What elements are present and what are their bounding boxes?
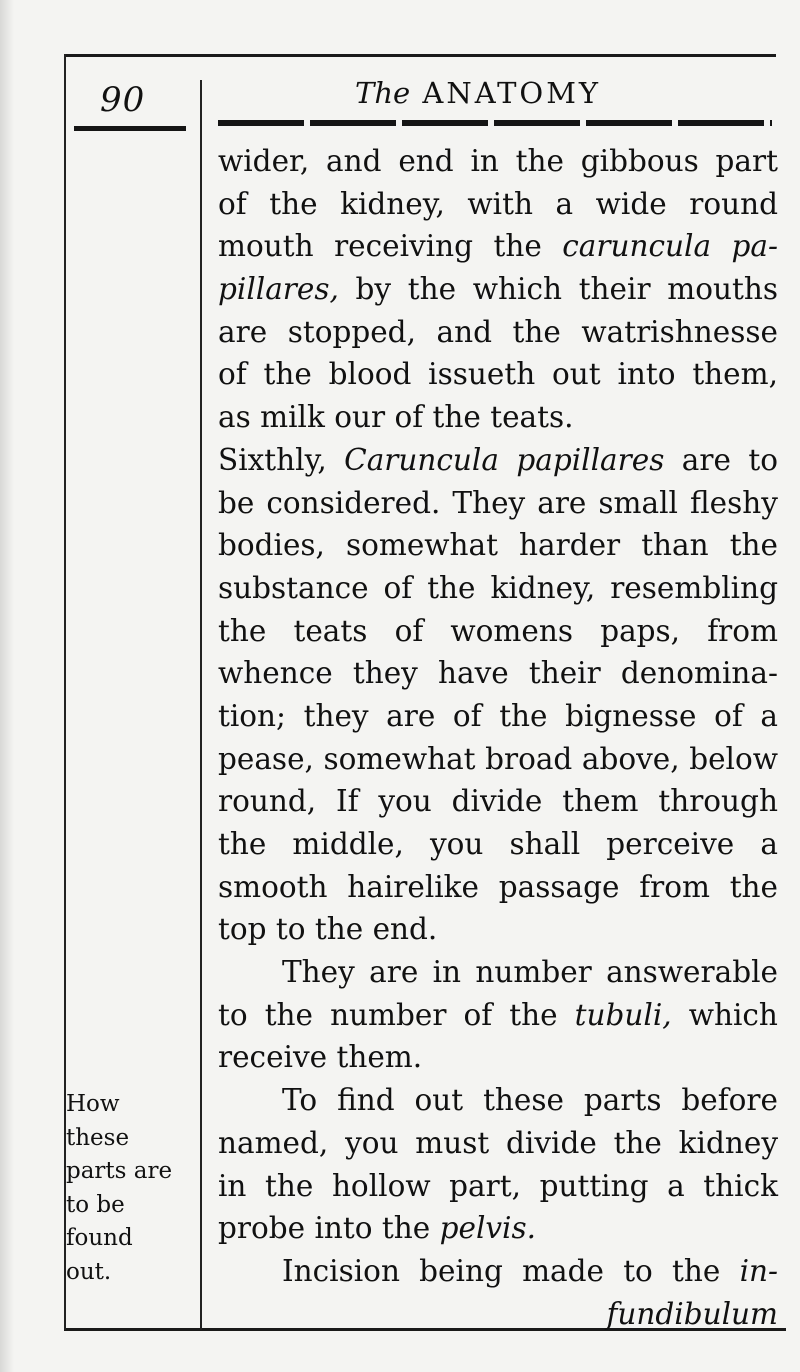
word: into [314, 1211, 382, 1246]
word: Caruncula [344, 442, 499, 477]
word: the [512, 314, 561, 349]
word: answerable [606, 955, 778, 990]
word: paps, [600, 613, 681, 648]
word: end. [372, 912, 438, 947]
word: receive [218, 1040, 337, 1075]
word: receiving [334, 229, 474, 264]
word: the [672, 1253, 721, 1288]
text-line [218, 994, 778, 1037]
word: than [641, 528, 709, 563]
word: wider, [218, 144, 310, 178]
word: wide [595, 186, 667, 221]
word: a [667, 1168, 685, 1203]
word: perceive [606, 827, 735, 861]
marginal-note-line: out. [66, 1258, 112, 1285]
word: in [432, 955, 462, 990]
word: the [218, 613, 267, 648]
word: somewhat [345, 528, 498, 563]
word: a [555, 186, 574, 221]
word: the [407, 272, 457, 307]
word: are [386, 698, 436, 733]
word: by [355, 272, 392, 307]
text-line [218, 1122, 778, 1165]
running-head-caps: ANATOMY [422, 76, 602, 110]
marginal-note-line: parts are [66, 1158, 173, 1184]
word: the [265, 1168, 314, 1203]
word: To [282, 1083, 318, 1118]
word: gibbous [580, 144, 699, 178]
text-line [218, 311, 778, 354]
word: as [218, 400, 261, 435]
word: them [562, 784, 639, 819]
word: are [218, 314, 268, 349]
word: round [689, 186, 778, 221]
running-head-italic: The [355, 76, 411, 110]
word: the [515, 144, 564, 178]
word: and [436, 314, 492, 349]
word: shall [509, 827, 581, 861]
word: hollow [331, 1168, 431, 1203]
word: and [326, 144, 382, 178]
word: end [398, 144, 454, 178]
word: of [394, 613, 424, 648]
word: the [218, 827, 267, 861]
text-line [218, 225, 778, 268]
word: tubuli, [574, 997, 672, 1032]
text-line [218, 567, 778, 610]
word: you [378, 784, 432, 819]
word: them, [692, 357, 778, 392]
word: through [658, 784, 778, 819]
word: blood [328, 357, 412, 392]
word: their [528, 656, 601, 691]
word: them. [336, 1040, 423, 1075]
text-line [218, 1036, 778, 1079]
word: a [760, 827, 778, 861]
word: kidney [678, 1125, 778, 1160]
word: of [394, 400, 433, 435]
text-line [218, 1165, 778, 1208]
word: number [475, 955, 592, 990]
word: papillares [516, 442, 665, 477]
text-line [218, 439, 778, 482]
word: stopped, [287, 314, 416, 349]
word: considered. [266, 485, 441, 520]
word: are [369, 955, 419, 990]
word: which [472, 272, 563, 307]
word: in [470, 144, 499, 178]
word: the [432, 400, 491, 435]
word: denomina- [620, 656, 778, 691]
word: are [537, 485, 587, 520]
word: teats [293, 613, 368, 648]
page-edge-shadow [0, 0, 14, 1372]
word: be [218, 485, 255, 520]
marginal-note-line: to be [66, 1191, 125, 1218]
word: tion; [218, 698, 286, 733]
text-line [218, 396, 778, 439]
word: out [414, 1083, 464, 1118]
text-line [218, 482, 778, 525]
word: Incision [282, 1253, 400, 1288]
word: pease, [218, 741, 314, 776]
word: somewhat [323, 741, 476, 776]
word: They [282, 955, 355, 990]
text-line [218, 268, 778, 311]
text-line [218, 524, 778, 567]
word: of [218, 357, 247, 392]
text-line [218, 1079, 778, 1122]
word: from [707, 613, 778, 648]
text-line [218, 610, 778, 653]
word: the [499, 698, 548, 733]
word: kidney, [340, 186, 445, 221]
word: the [264, 997, 313, 1032]
word: these [483, 1083, 564, 1118]
word: made [522, 1253, 604, 1288]
word: below [689, 741, 778, 776]
word: fleshy [690, 485, 778, 520]
word: you [345, 1125, 399, 1160]
frame-top-rule [64, 54, 776, 57]
word: divide [451, 784, 543, 819]
word: putting [539, 1168, 649, 1203]
text-line [218, 951, 778, 994]
word: the [729, 528, 778, 563]
word: round, [218, 784, 317, 819]
margin-divider-rule [200, 80, 202, 1330]
text-line [218, 908, 778, 951]
word: find [337, 1083, 395, 1118]
text-line [218, 695, 778, 738]
word: bodies, [218, 528, 325, 563]
word: the [263, 357, 312, 392]
word: smooth [218, 869, 328, 904]
word: into [617, 357, 676, 392]
word: pa- [731, 229, 778, 264]
word: the [427, 570, 476, 605]
word: mouth [218, 229, 314, 264]
running-head [355, 76, 601, 110]
word: caruncula [562, 229, 712, 264]
word: number [330, 997, 447, 1032]
word: to [748, 442, 778, 477]
marginal-note-line: found [66, 1225, 133, 1251]
word: issueth [428, 357, 536, 392]
text-line [218, 866, 778, 909]
text-line [218, 652, 778, 695]
marginal-note-line: these [66, 1124, 130, 1151]
word: of [383, 570, 413, 605]
text-line [218, 738, 778, 781]
word: of [714, 698, 743, 733]
word: the [613, 1125, 662, 1160]
word: which [688, 997, 778, 1032]
word: our [334, 400, 395, 435]
body-text [218, 140, 778, 1335]
word: in [218, 1168, 247, 1203]
word: resembling [610, 570, 778, 605]
word: middle, [292, 827, 404, 861]
word: divide [506, 1125, 597, 1160]
page-number: 90 [100, 80, 146, 120]
word: If [335, 784, 359, 819]
header-rule-left [74, 126, 186, 131]
word: the [314, 912, 373, 947]
word: parts [583, 1083, 662, 1118]
marginal-note [66, 1088, 196, 1289]
text-line [218, 823, 778, 866]
word: the [729, 869, 778, 904]
text-line [218, 1293, 778, 1336]
word: before [681, 1083, 778, 1118]
word: part [715, 144, 778, 178]
word: the [381, 1211, 440, 1246]
word: from [639, 869, 710, 904]
word: top [218, 912, 276, 947]
word: small [598, 485, 678, 520]
word: probe [218, 1211, 315, 1246]
word: teats. [490, 400, 574, 435]
marginal-note-line: How [66, 1091, 120, 1117]
word: mouths [667, 272, 778, 307]
word: to [623, 1253, 653, 1288]
word: harder [519, 528, 621, 563]
word: they [303, 698, 369, 733]
word: must [415, 1125, 490, 1160]
word: their [578, 272, 651, 307]
word: part, [449, 1168, 521, 1203]
word: are [681, 442, 731, 477]
word: pillares, [218, 272, 339, 307]
word: the [509, 997, 558, 1032]
word: kidney, [490, 570, 596, 605]
text-line [218, 1207, 778, 1250]
word: you [429, 827, 484, 861]
word: of [218, 186, 247, 221]
word: the [269, 186, 318, 221]
word: substance [218, 570, 369, 605]
word: whence [218, 656, 333, 691]
header-rule-right [218, 120, 772, 126]
word: hairelike [347, 869, 480, 904]
word: a [760, 698, 778, 733]
word: They [452, 485, 526, 520]
text-line [218, 140, 778, 183]
text-line [218, 780, 778, 823]
word: of [463, 997, 493, 1032]
word: passage [498, 869, 620, 904]
word: being [419, 1253, 503, 1288]
word: above, [581, 741, 680, 776]
word: have [437, 656, 509, 691]
word: bignesse [565, 698, 697, 733]
text-line [218, 353, 778, 396]
word: in- [739, 1253, 778, 1288]
word: milk [260, 400, 335, 435]
text-line [218, 183, 778, 226]
word: pelvis. [439, 1211, 537, 1246]
word: thick [703, 1168, 778, 1203]
word: out [552, 357, 601, 392]
word: watrishnesse [581, 314, 778, 349]
text-line [218, 1250, 778, 1293]
word: broad [485, 741, 573, 776]
word: to [218, 997, 248, 1032]
word: of [452, 698, 482, 733]
word: to [275, 912, 315, 947]
word: named, [218, 1125, 329, 1160]
word: they [352, 656, 418, 691]
word: womens [450, 613, 574, 648]
word: the [493, 229, 542, 264]
word: Sixthly, [218, 442, 327, 477]
word: fundibulum [606, 1296, 778, 1331]
word: with [467, 186, 533, 221]
